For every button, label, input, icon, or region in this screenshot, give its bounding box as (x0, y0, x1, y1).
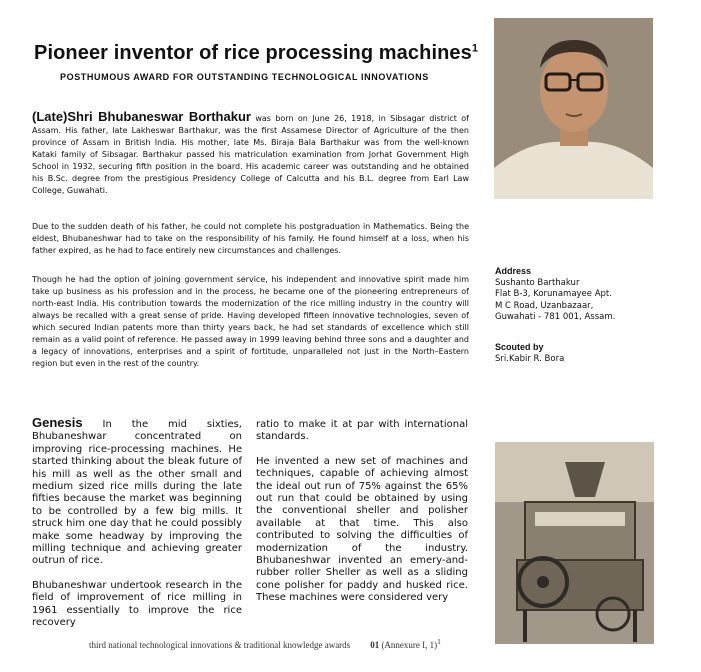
invention-paragraph: He invented a new set of machines and techniques, capable of achieving almost the ideal out run of 75% against the 65% out run that could be obtained by using the conventional sheller and polisher available at that time. This also contributed to solving the difficulties of modernization of the industry. Bhubaneshwar invented an emery-and-rubber roller Sheller as well as a sliding cone polisher for paddy and husked rice. These machines were considered very (256, 455, 468, 604)
scouted-name: Sri.Kabir R. Bora (495, 353, 565, 364)
genesis-paragraph (32, 417, 242, 568)
address-block (495, 266, 675, 324)
title-footnote: 1 (471, 42, 479, 55)
annexure-footnote: 1 (437, 637, 441, 646)
scouted-block (495, 342, 675, 365)
paragraph-education: Due to the sudden death of his father, he could not complete his postgraduation in Mathematics. Being the eldest, Bhubaneshwar had to take on the responsibility of his family. He found himself at a loss, when his father expired, as he had to face entirely new circumstances and challenges. (32, 222, 469, 255)
paragraph-career: Though he had the option of joining government service, his independent and innovative spirit made him take up business as his profession and in the process, he became one of the pioneering entrepreneurs of north-east India. His contribution towards the modernization of the rice milling industry in the country will always be recalled with a great sense of pride. Having developed fifteen innovative technologies, seven of which secured Indian patents more than thirty years back, he had set standards of excellence which still remain as a valid point of reference. He passed away in 1999 leaving behind three sons and a daughter and a legacy of innovations, enterprises and a spirit of fortitude, unparalleled not just in the North–Eastern region but even in the rest of the country. (32, 275, 469, 368)
address-line: Guwahati - 781 001, Assam. (495, 312, 616, 322)
machine-photo (495, 442, 654, 644)
award-subtitle: POSTHUMOUS AWARD FOR OUTSTANDING TECHNOLOGICAL INNOVATIONS (60, 72, 429, 82)
page-footer (89, 637, 441, 650)
scouted-label: Scouted by (495, 342, 544, 352)
intro-paragraph (32, 111, 469, 197)
address-line: Sushanto Barthakur (495, 277, 580, 288)
footer-text: third national technological innovations & traditional knowledge awards (89, 640, 351, 650)
genesis-heading: Genesis (32, 415, 83, 430)
title-text: Pioneer inventor of rice processing machines (34, 42, 472, 64)
portrait-illustration (494, 18, 653, 199)
intro-text: was born on June 26, 1918, in Sibsagar district of Assam. His father, late Lakheswar Barthakur, was the first Assamese Director of Agriculture of the then province of Assam in British India. His mother, late Ms. Biraja Bala Barthakur was from the well-known Kataki family of Sibsagar. Barthakur passed his matriculation examination from Jorhat Government High School in 1932, securing fifth position in the board. His academic career was outstanding and he obtained his B.Sc. degree from the prestigious Presidency College of Calcutta and his B.L. degree from Earl Law College, Guwahati. (32, 114, 469, 195)
genesis-column-right (256, 419, 468, 617)
intro-lead-name: (Late)Shri Bhubaneswar Borthakur (32, 109, 251, 124)
genesis-text: In the mid sixties, Bhubaneshwar concentrated on improving rice-processing machines. He started thinking about the bleak future of his mill as well as the other small and medium sized rice mills during the late fifties because the market was beginning to be controlled by a few big mills. It struck him one day that he could possibly make some headway by improving the milling technique and achieving greater outrun of rice. (32, 419, 242, 567)
machine-illustration (495, 442, 654, 644)
address-line: Flat B-3, Korunamayee Apt. (495, 289, 612, 299)
annexure-ref: (Annexure I, 1) (381, 640, 438, 650)
page-title (34, 42, 494, 65)
research-paragraph: Bhubaneshwar undertook research in the field of improvement of rice milling in 1961 essentially to improve the rice recovery (32, 579, 242, 629)
address-label: Address (495, 266, 532, 276)
page-number: 01 (370, 640, 380, 650)
ratio-paragraph: ratio to make it at par with international standards. (256, 419, 468, 443)
genesis-column-left (32, 417, 242, 642)
address-line: M C Road, Uzanbazaar, (495, 300, 594, 311)
portrait-photo (494, 18, 653, 199)
